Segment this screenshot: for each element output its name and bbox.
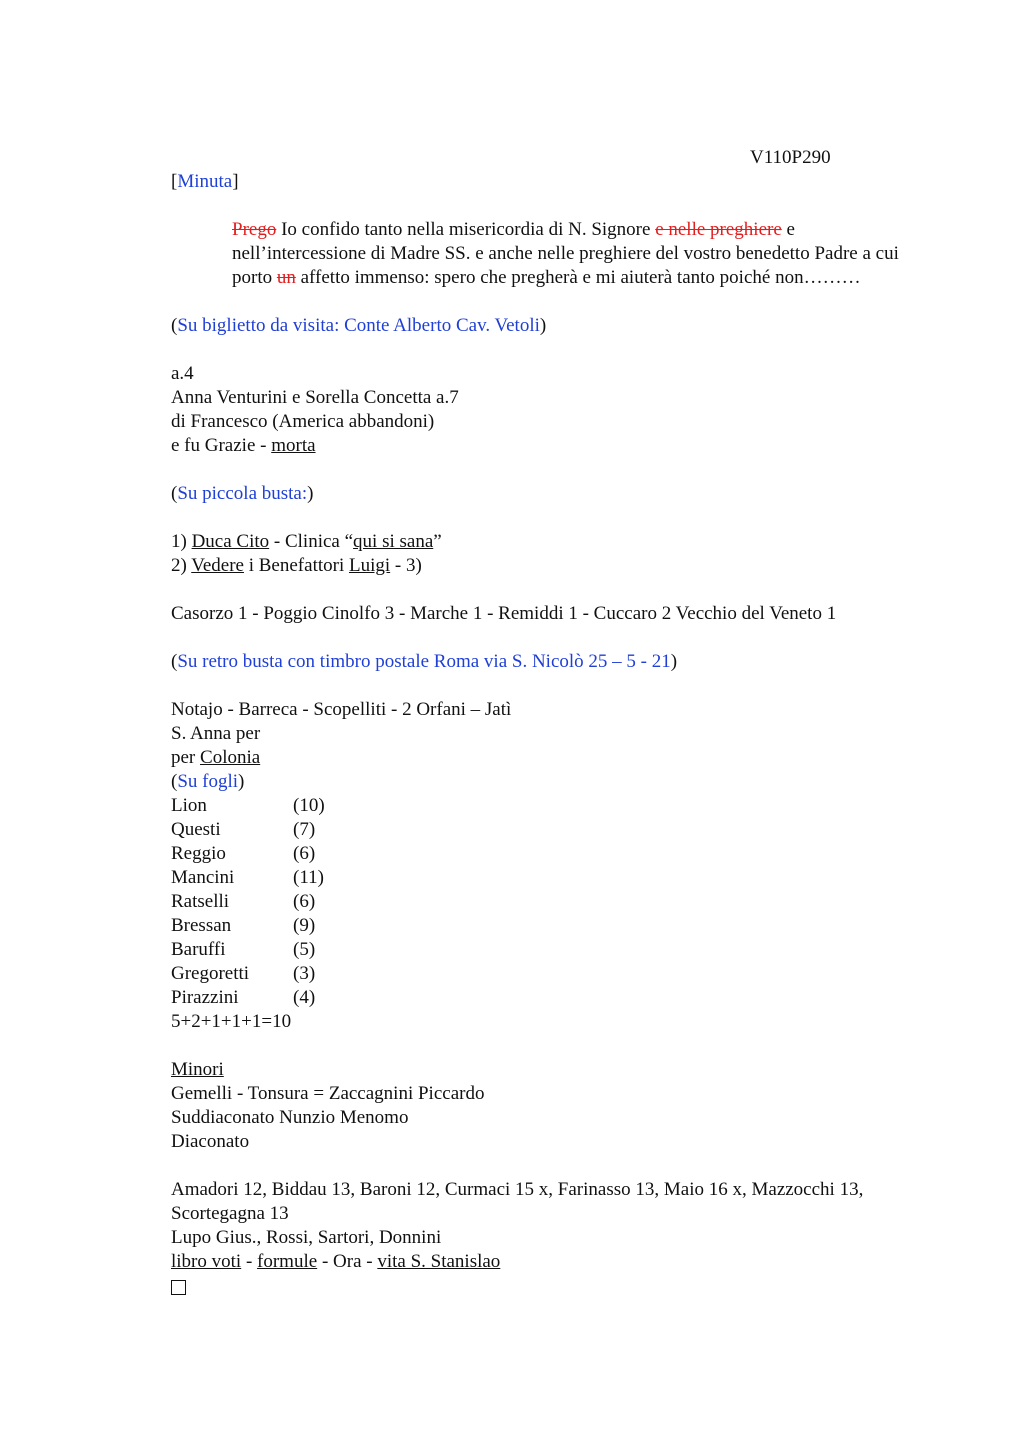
minori-line: Diaconato bbox=[171, 1131, 250, 1152]
sum-line: 5+2+1+1+1=10 bbox=[171, 1011, 292, 1032]
back-envelope-line: Notajo - Barreca - Scopelliti - 2 Orfani – Jatì bbox=[171, 699, 512, 720]
document-page bbox=[171, 146, 931, 1302]
section-small-envelope: (Su piccola busta:) bbox=[171, 483, 314, 504]
names-line: Lupo Gius., Rossi, Sartori, Donnini bbox=[171, 1227, 442, 1248]
section-visiting-card: (Su biglietto da visita: Conte Alberto Cav. Vetoli) bbox=[171, 315, 547, 336]
books-line: libro voti - formule - Ora - vita S. Stanislao bbox=[171, 1251, 501, 1272]
minuta-text: Minuta bbox=[177, 171, 233, 192]
struck-word: Prego bbox=[232, 219, 277, 240]
sheet-row: Baruffi (5) bbox=[171, 939, 316, 960]
sheet-row: Questi (7) bbox=[171, 819, 316, 840]
back-envelope-line: per Colonia bbox=[171, 747, 261, 768]
minori-line: Suddiaconato Nunzio Menomo bbox=[171, 1107, 409, 1128]
section-sheets: (Su fogli) bbox=[171, 771, 245, 792]
sheet-row: Mancini (11) bbox=[171, 867, 324, 888]
struck-phrase: e nelle preghiere bbox=[655, 219, 782, 240]
minori-line: Gemelli - Tonsura = Zaccagnini Piccardo bbox=[171, 1083, 485, 1104]
envelope-item: 1) Duca Cito - Clinica “qui si sana” bbox=[171, 531, 442, 552]
sheet-row: Pirazzini (4) bbox=[171, 987, 316, 1008]
sheet-row: Ratselli (6) bbox=[171, 891, 316, 912]
minori-heading: Minori bbox=[171, 1059, 224, 1080]
minuta-label: [Minuta] bbox=[171, 171, 239, 192]
visiting-card-line: e fu Grazie - morta bbox=[171, 435, 316, 456]
letter-paragraph: Prego Io confido tanto nella misericordia di N. Signore e nelle preghiere e nell’intercessione di Madre SS. e anche nelle preghiere del vostro benedetto Padre a cui porto un affetto immenso: spero che pregherà e mi aiuterà tanto poiché non……… bbox=[232, 219, 899, 288]
visiting-card-line: di Francesco (America abbandoni) bbox=[171, 411, 435, 432]
sheet-row: Reggio (6) bbox=[171, 843, 316, 864]
sheet-row: Bressan (9) bbox=[171, 915, 316, 936]
places-line: Casorzo 1 - Poggio Cinolfo 3 - Marche 1 - Remiddi 1 - Cuccaro 2 Vecchio del Veneto 1 bbox=[171, 603, 837, 624]
back-envelope-line: S. Anna per bbox=[171, 723, 261, 744]
visiting-card-line: a.4 bbox=[171, 363, 194, 384]
sheet-list bbox=[171, 794, 931, 1010]
struck-word: un bbox=[276, 267, 296, 288]
visiting-card-line: Anna Venturini e Sorella Concetta a.7 bbox=[171, 387, 459, 408]
section-back-envelope: (Su retro busta con timbro postale Roma via S. Nicolò 25 – 5 - 21) bbox=[171, 651, 678, 672]
names-paragraph: Amadori 12, Biddau 13, Baroni 12, Curmaci 15 x, Farinasso 13, Maio 16 x, Mazzocchi 13, Scortegagna 13 bbox=[171, 1179, 864, 1224]
envelope-item: 2) Vedere i Benefattori Luigi - 3) bbox=[171, 555, 422, 576]
sheet-row: Gregoretti (3) bbox=[171, 963, 316, 984]
checkbox-square-icon bbox=[171, 1280, 186, 1295]
reference-code: V110P290 bbox=[750, 147, 831, 168]
sheet-row: Lion (10) bbox=[171, 795, 325, 816]
